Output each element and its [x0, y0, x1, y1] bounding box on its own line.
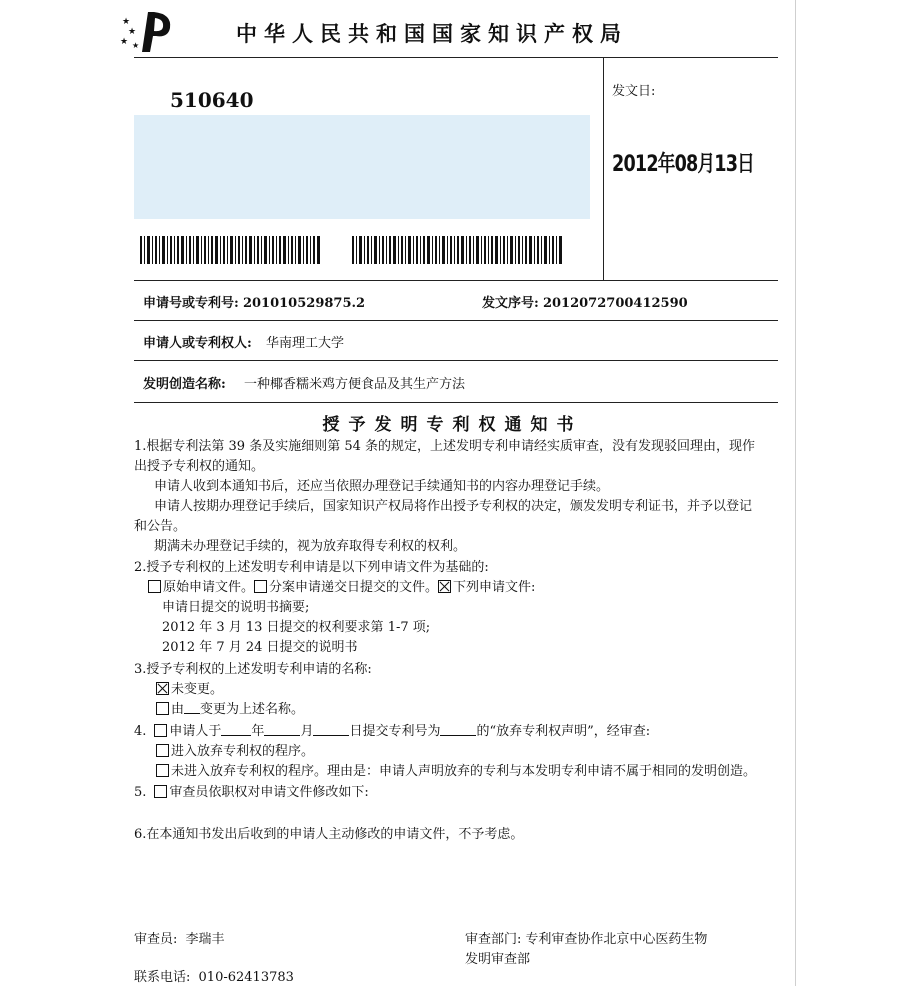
s4-num: 4. [134, 724, 147, 739]
s1-p2: 申请人收到本通知书后，还应当依照办理登记手续通知书的内容办理登记手续。 [154, 479, 610, 494]
s2-doc2: 2012 年 3 月 13 日提交的权利要求第 1-7 项; [162, 620, 431, 635]
s3-checkbox-changed[interactable] [156, 702, 169, 715]
dispatch-number: 2012072700412590 [542, 296, 688, 311]
s4-blank-patent-no [440, 723, 476, 736]
svg-text:★: ★ [122, 17, 131, 27]
phone [134, 968, 294, 988]
s4-checkbox-not-enter[interactable] [156, 764, 169, 777]
svg-text:★: ★ [132, 41, 140, 50]
s4-e: 的“放弃专利权声明”，经审查: [476, 724, 651, 739]
examining-dept [465, 930, 707, 970]
s5-checkbox[interactable] [154, 785, 167, 798]
section-4 [134, 722, 804, 782]
sipo-logo [120, 6, 176, 56]
address-bottom-rule [134, 280, 778, 281]
svg-text:★: ★ [120, 37, 129, 47]
application-number-field [143, 292, 365, 311]
address-area-redacted [134, 115, 590, 219]
s1-line1: 1.根据专利法第 39 条及实施细则第 54 条的规定，上述发明专利申请经实质审查，没有发现驳回理由，现作 [134, 439, 756, 454]
section-5 [134, 783, 794, 803]
s3-opt2-b: 变更为上述名称。 [200, 702, 305, 717]
s4-blank-year [221, 723, 251, 736]
s2-opt2: 分案申请递交日提交的文件。 [269, 580, 439, 595]
application-number: 201010529875.2 [242, 296, 366, 311]
phone-label: 联系电话: [134, 970, 191, 985]
section-2 [134, 558, 794, 658]
s4-c: 月 [300, 724, 314, 739]
s4-opt2: 未进入放弃专利权的程序。理由是：申请人声明放弃的专利与本发明专利申请不属于相同的发明创造。 [171, 764, 757, 779]
barcode-right [352, 236, 562, 264]
s2-title: 2.授予专利权的上述发明专利申请是以下列申请文件为基础的: [134, 560, 489, 575]
examiner-label: 审查员: [134, 932, 178, 947]
s3-checkbox-unchanged-checked[interactable] [156, 682, 169, 695]
issue-date: 2012年08月13日 [612, 152, 754, 177]
section-6: 6.在本通知书发出后收到的申请人主动修改的申请文件，不予考虑。 [134, 827, 524, 842]
row-rule-1 [134, 320, 778, 321]
s2-checkbox-original[interactable] [148, 580, 161, 593]
s3-opt1: 未变更。 [171, 682, 224, 697]
s2-doc3: 2012 年 7 月 24 日提交的说明书 [162, 640, 358, 655]
application-number-label: 申请号或专利号: [143, 296, 239, 311]
s5-text: 审查员依职权对申请文件修改如下: [169, 785, 369, 800]
s2-opt1: 原始申请文件。 [163, 580, 255, 595]
s1-p3-line1: 申请人按期办理登记手续后，国家知识产权局将作出授予专利权的决定，颁发发明专利证书，并予以登记 [154, 499, 753, 514]
s4-opt1: 进入放弃专利权的程序。 [171, 744, 315, 759]
s4-blank-month [264, 723, 300, 736]
section-1 [134, 437, 794, 557]
s4-blank-day [313, 723, 349, 736]
dispatch-number-label: 发文序号: [482, 296, 539, 311]
dept-line2: 发明审查部 [465, 952, 531, 967]
vertical-divider [603, 57, 604, 280]
barcode-left [140, 236, 320, 264]
s4-d: 日提交专利号为 [349, 724, 441, 739]
s3-blank [184, 701, 200, 714]
s4-b: 年 [251, 724, 265, 739]
examiner-name: 李瑞丰 [185, 932, 225, 947]
s1-line2: 出授予专利权的通知。 [134, 459, 265, 474]
dispatch-number-field [482, 292, 688, 311]
s5-num: 5. [134, 785, 147, 800]
s2-opt3: 下列申请文件: [453, 580, 536, 595]
s4-a: 申请人于 [169, 724, 222, 739]
applicant-field [143, 332, 344, 351]
s2-doc1: 申请日提交的说明书摘要; [162, 600, 310, 615]
applicant-name: 华南理工大学 [265, 336, 344, 351]
examiner [134, 930, 225, 950]
s2-checkbox-divisional[interactable] [254, 580, 267, 593]
phone-number: 010-62413783 [198, 970, 294, 985]
dept-label: 审查部门: [465, 932, 522, 947]
row-rule-3 [134, 402, 778, 403]
s3-title: 3.授予专利权的上述发明专利申请的名称: [134, 662, 372, 677]
file-number: 510640 [170, 88, 254, 112]
s1-p4: 期满未办理登记手续的，视为放弃取得专利权的权利。 [154, 539, 467, 554]
page-edge [795, 0, 796, 986]
invention-title: 一种椰香糯米鸡方便食品及其生产方法 [243, 377, 465, 392]
s1-p3-line2: 和公告。 [134, 519, 187, 534]
invention-field [143, 373, 465, 392]
header-rule [134, 57, 778, 58]
office-name: 中华人民共和国国家知识产权局 [236, 22, 628, 46]
row-rule-2 [134, 360, 778, 361]
s3-opt2-a: 由 [171, 702, 185, 717]
s2-checkbox-listed-checked[interactable] [438, 580, 451, 593]
invention-label: 发明创造名称: [143, 377, 226, 392]
s2-options [134, 578, 794, 598]
applicant-label: 申请人或专利权人: [143, 336, 252, 351]
notice-title: 授予发明专利权通知书 [322, 415, 583, 435]
s4-checkbox-main[interactable] [154, 724, 167, 737]
section-3 [134, 660, 794, 720]
s4-checkbox-enter[interactable] [156, 744, 169, 757]
issue-date-label: 发文日: [612, 84, 656, 99]
svg-text:★: ★ [128, 27, 137, 37]
dept-line1: 专利审查协作北京中心医药生物 [525, 932, 708, 947]
